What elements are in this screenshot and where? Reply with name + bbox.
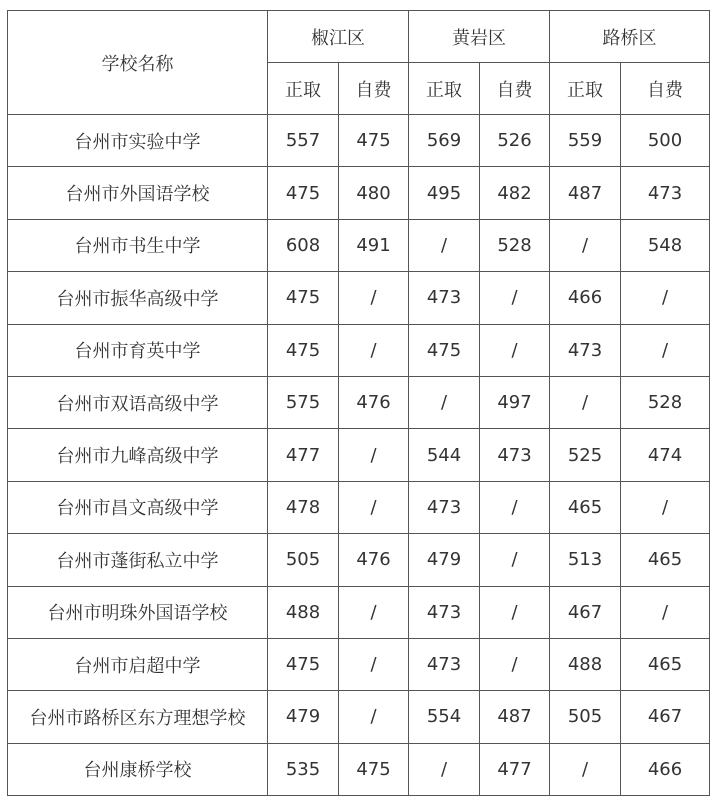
score-table-container xyxy=(7,10,710,796)
table-row xyxy=(8,429,710,481)
subheader-regular: 正取 xyxy=(550,63,621,115)
regular-score-cell: 475 xyxy=(268,167,339,219)
regular-score-cell: / xyxy=(550,743,621,795)
self-funded-score-cell: / xyxy=(339,324,409,376)
school-name-cell: 台州市外国语学校 xyxy=(8,167,268,219)
school-name-cell: 台州康桥学校 xyxy=(8,743,268,795)
self-funded-score-cell: / xyxy=(621,586,710,638)
regular-score-cell: 557 xyxy=(268,115,339,167)
district-header-huangyan: 黄岩区 xyxy=(409,11,550,63)
self-funded-score-cell: 477 xyxy=(480,743,550,795)
regular-score-cell: 479 xyxy=(409,534,480,586)
school-name-header: 学校名称 xyxy=(8,11,268,115)
subheader-self-funded: 自费 xyxy=(480,63,550,115)
school-name-cell: 台州市九峰高级中学 xyxy=(8,429,268,481)
table-row xyxy=(8,534,710,586)
school-name-cell: 台州市明珠外国语学校 xyxy=(8,586,268,638)
regular-score-cell: / xyxy=(409,743,480,795)
regular-score-cell: 467 xyxy=(550,586,621,638)
table-row xyxy=(8,324,710,376)
regular-score-cell: 466 xyxy=(550,272,621,324)
table-row xyxy=(8,219,710,271)
regular-score-cell: 477 xyxy=(268,429,339,481)
self-funded-score-cell: / xyxy=(480,534,550,586)
self-funded-score-cell: 473 xyxy=(480,429,550,481)
regular-score-cell: 488 xyxy=(268,586,339,638)
self-funded-score-cell: 473 xyxy=(621,167,710,219)
regular-score-cell: / xyxy=(409,219,480,271)
regular-score-cell: 544 xyxy=(409,429,480,481)
school-name-cell: 台州市双语高级中学 xyxy=(8,376,268,428)
table-row xyxy=(8,481,710,533)
header-row-districts xyxy=(8,11,710,63)
admission-score-table xyxy=(7,10,710,796)
school-name-cell: 台州市实验中学 xyxy=(8,115,268,167)
self-funded-score-cell: / xyxy=(339,691,409,743)
self-funded-score-cell: 467 xyxy=(621,691,710,743)
self-funded-score-cell: 528 xyxy=(621,376,710,428)
self-funded-score-cell: 465 xyxy=(621,638,710,690)
self-funded-score-cell: / xyxy=(339,586,409,638)
table-row xyxy=(8,272,710,324)
regular-score-cell: 569 xyxy=(409,115,480,167)
school-name-cell: 台州市书生中学 xyxy=(8,219,268,271)
regular-score-cell: 475 xyxy=(409,324,480,376)
regular-score-cell: 475 xyxy=(268,324,339,376)
self-funded-score-cell: / xyxy=(480,638,550,690)
self-funded-score-cell: 475 xyxy=(339,743,409,795)
school-name-cell: 台州市启超中学 xyxy=(8,638,268,690)
regular-score-cell: 535 xyxy=(268,743,339,795)
self-funded-score-cell: / xyxy=(480,272,550,324)
table-body xyxy=(8,115,710,796)
self-funded-score-cell: 474 xyxy=(621,429,710,481)
regular-score-cell: 475 xyxy=(268,638,339,690)
table-row xyxy=(8,376,710,428)
regular-score-cell: 473 xyxy=(409,481,480,533)
self-funded-score-cell: 500 xyxy=(621,115,710,167)
regular-score-cell: 554 xyxy=(409,691,480,743)
regular-score-cell: 473 xyxy=(409,638,480,690)
self-funded-score-cell: 466 xyxy=(621,743,710,795)
self-funded-score-cell: 482 xyxy=(480,167,550,219)
regular-score-cell: / xyxy=(409,376,480,428)
self-funded-score-cell: / xyxy=(339,481,409,533)
self-funded-score-cell: 480 xyxy=(339,167,409,219)
self-funded-score-cell: 528 xyxy=(480,219,550,271)
self-funded-score-cell: / xyxy=(339,638,409,690)
school-name-cell: 台州市育英中学 xyxy=(8,324,268,376)
regular-score-cell: 513 xyxy=(550,534,621,586)
self-funded-score-cell: / xyxy=(480,481,550,533)
self-funded-score-cell: 465 xyxy=(621,534,710,586)
subheader-self-funded: 自费 xyxy=(621,63,710,115)
self-funded-score-cell: / xyxy=(480,324,550,376)
regular-score-cell: 505 xyxy=(268,534,339,586)
regular-score-cell: 488 xyxy=(550,638,621,690)
table-row xyxy=(8,743,710,795)
table-row xyxy=(8,115,710,167)
school-name-cell: 台州市路桥区东方理想学校 xyxy=(8,691,268,743)
self-funded-score-cell: 548 xyxy=(621,219,710,271)
table-row xyxy=(8,691,710,743)
regular-score-cell: 473 xyxy=(409,272,480,324)
subheader-regular: 正取 xyxy=(409,63,480,115)
district-header-luqiao: 路桥区 xyxy=(550,11,710,63)
regular-score-cell: / xyxy=(550,376,621,428)
school-name-cell: 台州市蓬街私立中学 xyxy=(8,534,268,586)
regular-score-cell: 465 xyxy=(550,481,621,533)
self-funded-score-cell: / xyxy=(621,481,710,533)
regular-score-cell: / xyxy=(550,219,621,271)
regular-score-cell: 575 xyxy=(268,376,339,428)
regular-score-cell: 608 xyxy=(268,219,339,271)
self-funded-score-cell: / xyxy=(339,429,409,481)
self-funded-score-cell: / xyxy=(621,272,710,324)
regular-score-cell: 478 xyxy=(268,481,339,533)
self-funded-score-cell: 475 xyxy=(339,115,409,167)
district-header-jiaojiang: 椒江区 xyxy=(268,11,409,63)
table-row xyxy=(8,167,710,219)
regular-score-cell: 475 xyxy=(268,272,339,324)
school-name-cell: 台州市振华高级中学 xyxy=(8,272,268,324)
self-funded-score-cell: 476 xyxy=(339,376,409,428)
regular-score-cell: 479 xyxy=(268,691,339,743)
subheader-regular: 正取 xyxy=(268,63,339,115)
self-funded-score-cell: / xyxy=(480,586,550,638)
self-funded-score-cell: 491 xyxy=(339,219,409,271)
self-funded-score-cell: 497 xyxy=(480,376,550,428)
subheader-self-funded: 自费 xyxy=(339,63,409,115)
table-row xyxy=(8,638,710,690)
school-name-cell: 台州市昌文高级中学 xyxy=(8,481,268,533)
self-funded-score-cell: / xyxy=(621,324,710,376)
self-funded-score-cell: 487 xyxy=(480,691,550,743)
self-funded-score-cell: / xyxy=(339,272,409,324)
self-funded-score-cell: 526 xyxy=(480,115,550,167)
regular-score-cell: 473 xyxy=(550,324,621,376)
self-funded-score-cell: 476 xyxy=(339,534,409,586)
regular-score-cell: 473 xyxy=(409,586,480,638)
table-row xyxy=(8,586,710,638)
regular-score-cell: 495 xyxy=(409,167,480,219)
regular-score-cell: 505 xyxy=(550,691,621,743)
regular-score-cell: 559 xyxy=(550,115,621,167)
regular-score-cell: 525 xyxy=(550,429,621,481)
regular-score-cell: 487 xyxy=(550,167,621,219)
